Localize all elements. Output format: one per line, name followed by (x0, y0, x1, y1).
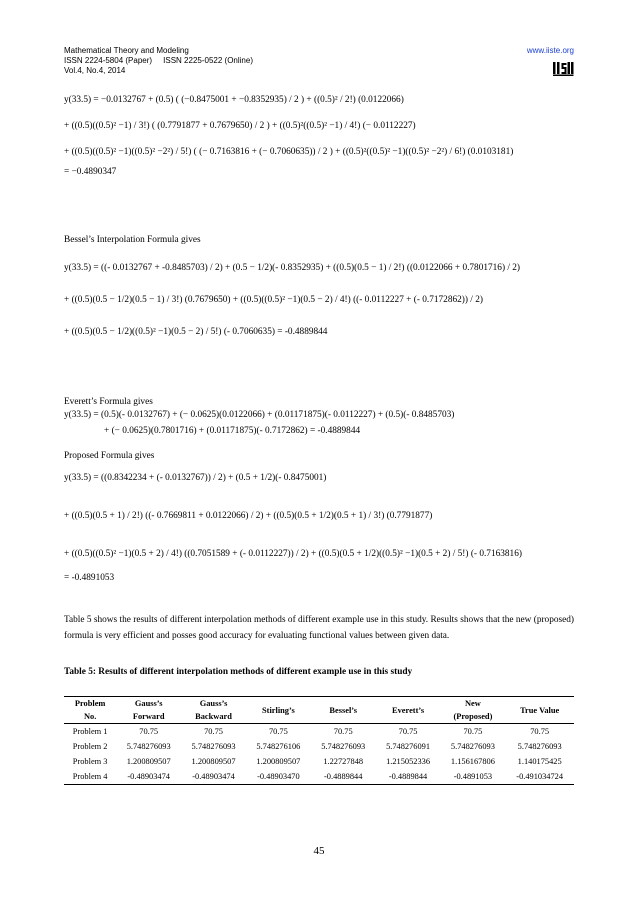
table-cell: -0.48903470 (246, 769, 311, 785)
page-number: 45 (313, 845, 325, 857)
table-cell: 5.748276093 (450, 742, 495, 751)
table-cell: 1.156167806 (450, 757, 495, 766)
table-cell: Problem 3 (72, 757, 108, 766)
table-cell: 70.75 (268, 727, 288, 736)
table-cell: 70.75 (139, 727, 159, 736)
table-row (64, 724, 574, 740)
table-cell: Problem 4 (64, 769, 116, 785)
results-table (64, 696, 574, 785)
col-header: True Value (505, 697, 574, 724)
table-row (64, 739, 574, 754)
equation-line: + (− 0.0625)(0.7801716) + (0.01171875)(- 0.7172862) = -0.4889844 (104, 426, 361, 436)
stirling-equation (64, 94, 513, 178)
table-caption: Table 5: Results of different interpolation methods of different example use in this study (64, 667, 413, 677)
equation-result: = -0.4891053 (64, 573, 115, 583)
table-cell: 1.140175425 (517, 757, 562, 766)
table-cell: -0.4891053 (440, 769, 505, 785)
equation-line: + ((0.5)(0.5 + 1) / 2!) ((- 0.7669811 + 0.0122066) / 2) + ((0.5)(0.5 + 1/2)(0.5 + 1) / 3!) (0.7791877) (64, 511, 433, 521)
website-url[interactable]: www.iiste.org (526, 46, 574, 55)
table-row (64, 769, 574, 785)
table-cell: 70.75 (530, 727, 550, 736)
equation-line: y(33.5) = (0.5)(- 0.0132767) + (− 0.0625)(0.0122066) + (0.01171875)(- 0.0112227) + (0.5)(- 0.8485703) (64, 410, 455, 420)
table-cell: -0.491034724 (505, 769, 574, 785)
proposed-equation (64, 472, 522, 584)
table-cell: -0.4889844 (311, 769, 376, 785)
table-cell: 70.75 (204, 727, 223, 736)
equation-line: + ((0.5)((0.5)² −1)((0.5)² −2²) / 5!) ( (− 0.7163816 + (− 0.7060635)) / 2 ) + ((0.5)²((0.5)² −1)((0.5)² −2²) / 6!) (0.0103181) (64, 147, 514, 157)
table-cell: 1.22727848 (323, 757, 364, 766)
table-cell: 5.748276093 (517, 742, 562, 751)
col-header: Bessel’s (311, 697, 376, 724)
col-header: Gauss’s (181, 697, 246, 711)
equation-line: + ((0.5)((0.5)² −1) / 3!) ( (0.7791877 + 0.7679650) / 2 ) + ((0.5)²((0.5)² −1) / 4!) (− 0.0112227) (64, 121, 416, 131)
proposed-intro: Proposed Formula gives (64, 451, 155, 461)
bessel-intro: Bessel’s Interpolation Formula gives (64, 235, 201, 245)
table-cell: 70.75 (463, 727, 483, 736)
table-cell: Problem 2 (72, 742, 108, 751)
table-cell: 5.748276093 (191, 742, 236, 751)
equation-line: + ((0.5)((0.5)² −1)(0.5 + 2) / 4!) ((0.7051589 + (- 0.0112227)) / 2) + ((0.5)(0.5 + 1/2)((0.5)² −1)(0.5 + 2) / 5!) (- 0.7163816) (64, 549, 522, 559)
table-cell: Problem 1 (72, 727, 108, 736)
equation-line: y(33.5) = ((- 0.0132767 + -0.8485703) / 2) + (0.5 − 1/2)(- 0.8352935) + ((0.5)(0.5 − 1) / 2!) ((0.0122066 + 0.7801716) / 2) (64, 263, 521, 273)
table-cell: -0.48903474 (181, 769, 246, 785)
everett-intro: Everett’s Formula gives (64, 397, 153, 407)
equation-line: y(33.5) = ((0.8342234 + (- 0.0132767)) / 2) + (0.5 + 1/2)(- 0.8475001) (64, 473, 327, 483)
bessel-equation (64, 262, 520, 338)
table-cell: 1.200809507 (191, 757, 236, 766)
everett-equation (64, 409, 454, 437)
table-cell: 5.748276093 (126, 742, 171, 751)
iiste-logo (552, 57, 574, 79)
equation-line: y(33.5) = −0.0132767 + (0.5) ( (−0.8475001 + −0.8352935) / 2 ) + ((0.5)² / 2!) (0.0122066) (64, 95, 404, 105)
col-header: Problem (64, 697, 116, 711)
results-paragraph: Table 5 shows the results of different interpolation methods of different example use in this study. Results shows that the new (proposed) formula is very efficient and posses good accuracy for evaluating functional values between given data. (64, 615, 574, 641)
equation-line: + ((0.5)(0.5 − 1/2)((0.5)² −1)(0.5 − 2) / 5!) (- 0.7060635) = -0.4889844 (64, 327, 328, 337)
table-cell: 5.748276093 (321, 742, 366, 751)
table-cell: 5.748276091 (386, 742, 431, 751)
col-header: Gauss’s (116, 697, 181, 711)
volume-line: Vol.4, No.4, 2014 (64, 66, 126, 75)
table-cell: 5.748276106 (256, 742, 301, 751)
equation-line: + ((0.5)(0.5 − 1/2)(0.5 − 1) / 3!) (0.7679650) + ((0.5)((0.5)² −1)(0.5 − 2) / 4!) ((- 0.0112227 + (- 0.7172862)) / 2) (64, 295, 483, 305)
table-cell: 1.200809507 (256, 757, 301, 766)
col-header: New (440, 697, 505, 711)
issn-line: ISSN 2224-5804 (Paper) ISSN 2225-0522 (Online) (64, 56, 253, 65)
col-header: Stirling’s (246, 697, 311, 724)
table-cell: 70.75 (333, 727, 353, 736)
table-cell: -0.4889844 (376, 769, 441, 785)
table-cell: 1.215052336 (386, 757, 431, 766)
table-row (64, 754, 574, 769)
table-header-row (64, 697, 574, 711)
table-cell: 1.200809507 (126, 757, 171, 766)
col-header: No. (64, 710, 116, 724)
col-header: Backward (181, 710, 246, 724)
table-cell: -0.48903474 (116, 769, 181, 785)
col-header: Everett’s (376, 697, 441, 724)
website-link[interactable] (527, 46, 574, 56)
col-header: (Proposed) (440, 710, 505, 724)
running-header (64, 46, 253, 76)
equation-result: = −0.4890347 (64, 167, 117, 177)
journal-title: Mathematical Theory and Modeling (64, 46, 189, 55)
table-cell: 70.75 (398, 727, 418, 736)
col-header: Forward (116, 710, 181, 724)
